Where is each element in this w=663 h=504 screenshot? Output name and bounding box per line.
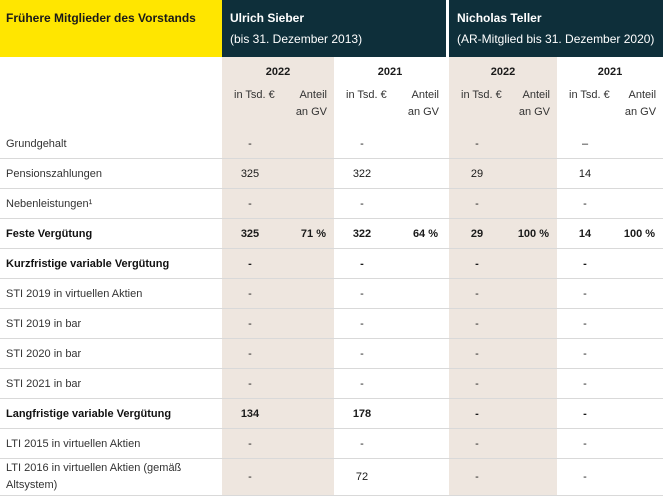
amount-cell: - (557, 339, 613, 369)
amount-cell: - (222, 129, 278, 159)
share-cell (278, 459, 334, 496)
person2-name: Nicholas Teller (457, 11, 542, 25)
table-row (0, 339, 663, 369)
row-label: LTI 2016 in virtuellen Aktien (gemäß Altsystem) (0, 459, 222, 496)
amount-cell: - (449, 279, 505, 309)
share-cell (613, 189, 663, 219)
unit-share-line2: an GV (407, 106, 440, 118)
share-cell (613, 339, 663, 369)
unit-share-line1: Anteil (628, 89, 657, 101)
share-cell (613, 459, 663, 496)
share-cell (390, 399, 446, 429)
amount-cell: - (449, 369, 505, 399)
amount-cell: - (557, 429, 613, 459)
year-header: 2022 (449, 57, 557, 87)
amount-cell: - (557, 459, 613, 496)
table-row (0, 459, 663, 496)
year-row (0, 57, 663, 87)
share-cell (278, 429, 334, 459)
amount-cell: - (557, 309, 613, 339)
share-cell (390, 369, 446, 399)
share-cell (278, 309, 334, 339)
amount-cell: - (222, 369, 278, 399)
header-row (0, 0, 663, 57)
amount-cell: 178 (334, 399, 390, 429)
table-title (0, 0, 222, 57)
row-label: Pensionszahlungen (0, 159, 222, 189)
share-cell (505, 369, 557, 399)
amount-cell: 322 (334, 159, 390, 189)
year-row-label (0, 57, 222, 87)
amount-cell: 72 (334, 459, 390, 496)
unit-share (278, 87, 334, 129)
year-header: 2021 (597, 66, 623, 78)
amount-cell: - (449, 429, 505, 459)
share-cell (505, 339, 557, 369)
share-cell (278, 159, 334, 189)
amount-cell: - (222, 339, 278, 369)
amount-cell: - (449, 339, 505, 369)
share-cell (505, 189, 557, 219)
amount-cell: - (222, 309, 278, 339)
units-row-label (0, 87, 222, 129)
unit-amount: in Tsd. € (569, 89, 610, 101)
amount-cell: - (557, 399, 613, 429)
share-cell (390, 429, 446, 459)
unit-share (390, 87, 446, 129)
amount-cell: 325 (222, 159, 278, 189)
share-cell (505, 159, 557, 189)
row-label: Kurzfristige variable Vergütung (0, 249, 222, 279)
row-label: STI 2020 in bar (0, 339, 222, 369)
share-cell (613, 369, 663, 399)
person2-header (449, 0, 663, 57)
person1-name: Ulrich Sieber (230, 11, 305, 25)
share-cell (278, 279, 334, 309)
amount-cell: 322 (334, 219, 390, 249)
amount-cell: - (449, 399, 505, 429)
table-body (0, 129, 663, 496)
share-cell (390, 459, 446, 496)
amount-cell: - (222, 279, 278, 309)
share-cell (390, 159, 446, 189)
share-cell (613, 429, 663, 459)
year-header: 2021 (377, 66, 403, 78)
table-row (0, 429, 663, 459)
amount-cell: - (334, 249, 390, 279)
share-cell: 71 % (278, 219, 334, 249)
unit-share (505, 87, 557, 129)
share-cell (390, 279, 446, 309)
row-label: STI 2021 in bar (0, 369, 222, 399)
row-label: LTI 2015 in virtuellen Aktien (0, 429, 222, 459)
row-label: STI 2019 in virtuellen Aktien (0, 279, 222, 309)
table-row (0, 219, 663, 249)
share-cell (505, 309, 557, 339)
unit-share-line1: Anteil (411, 89, 440, 101)
unit-amount: in Tsd. € (346, 89, 387, 101)
share-cell (278, 189, 334, 219)
row-label: Nebenleistungen¹ (0, 189, 222, 219)
table-row (0, 369, 663, 399)
share-cell (613, 309, 663, 339)
person1-term: (bis 31. Dezember 2013) (230, 32, 363, 46)
amount-cell: - (334, 309, 390, 339)
unit-share-line1: Anteil (299, 89, 327, 101)
table-row (0, 249, 663, 279)
share-cell (505, 399, 557, 429)
share-cell (278, 399, 334, 429)
amount-cell: - (334, 189, 390, 219)
amount-cell: - (222, 189, 278, 219)
unit-share-line2: an GV (518, 106, 551, 118)
share-cell: 100 % (613, 219, 663, 249)
amount-cell: - (449, 189, 505, 219)
share-cell (613, 399, 663, 429)
amount-cell: - (222, 249, 278, 279)
share-cell (613, 279, 663, 309)
person2-term: (AR-Mitglied bis 31. Dezember 2020) (457, 32, 655, 46)
table-row (0, 279, 663, 309)
amount-cell: 29 (449, 219, 505, 249)
share-cell (613, 159, 663, 189)
table-row (0, 309, 663, 339)
share-cell (390, 309, 446, 339)
share-cell (278, 369, 334, 399)
unit-share-line1: Anteil (522, 89, 551, 101)
amount-cell: 134 (222, 399, 278, 429)
amount-cell: - (557, 249, 613, 279)
table-row (0, 159, 663, 189)
row-label: Langfristige variable Vergütung (0, 399, 222, 429)
person1-header (222, 0, 446, 57)
row-label: Feste Vergütung (0, 219, 222, 249)
amount-cell: - (334, 279, 390, 309)
amount-cell: 325 (222, 219, 278, 249)
amount-cell: - (222, 459, 278, 496)
share-cell (613, 249, 663, 279)
amount-cell: - (557, 369, 613, 399)
amount-cell: 14 (557, 159, 613, 189)
unit-share-line2: an GV (624, 106, 657, 118)
share-cell (390, 129, 446, 159)
unit-share-line2: an GV (295, 106, 327, 118)
share-cell (278, 249, 334, 279)
amount-cell: - (449, 129, 505, 159)
table-row (0, 189, 663, 219)
share-cell (505, 279, 557, 309)
amount-cell: – (557, 129, 613, 159)
share-cell (613, 129, 663, 159)
table-row (0, 399, 663, 429)
share-cell (390, 189, 446, 219)
share-cell (505, 429, 557, 459)
row-label: Grundgehalt (0, 129, 222, 159)
share-cell (505, 129, 557, 159)
unit-amount: in Tsd. € (222, 87, 278, 129)
amount-cell: - (334, 129, 390, 159)
unit-amount: in Tsd. € (449, 87, 505, 129)
share-cell (390, 249, 446, 279)
share-cell (278, 339, 334, 369)
amount-cell: - (449, 249, 505, 279)
table-row (0, 129, 663, 159)
share-cell: 64 % (390, 219, 446, 249)
table-title-text: Frühere Mitglieder des Vorstands (6, 11, 196, 25)
units-row (0, 87, 663, 129)
amount-cell: - (449, 459, 505, 496)
share-cell: 100 % (505, 219, 557, 249)
amount-cell: - (334, 369, 390, 399)
amount-cell: - (557, 189, 613, 219)
amount-cell: 29 (449, 159, 505, 189)
share-cell (505, 459, 557, 496)
amount-cell: - (334, 429, 390, 459)
amount-cell: 14 (557, 219, 613, 249)
amount-cell: - (557, 279, 613, 309)
share-cell (390, 339, 446, 369)
amount-cell: - (334, 339, 390, 369)
amount-cell: - (222, 429, 278, 459)
unit-share (613, 87, 663, 129)
row-label: STI 2019 in bar (0, 309, 222, 339)
share-cell (278, 129, 334, 159)
year-header: 2022 (222, 57, 334, 87)
share-cell (505, 249, 557, 279)
amount-cell: - (449, 309, 505, 339)
